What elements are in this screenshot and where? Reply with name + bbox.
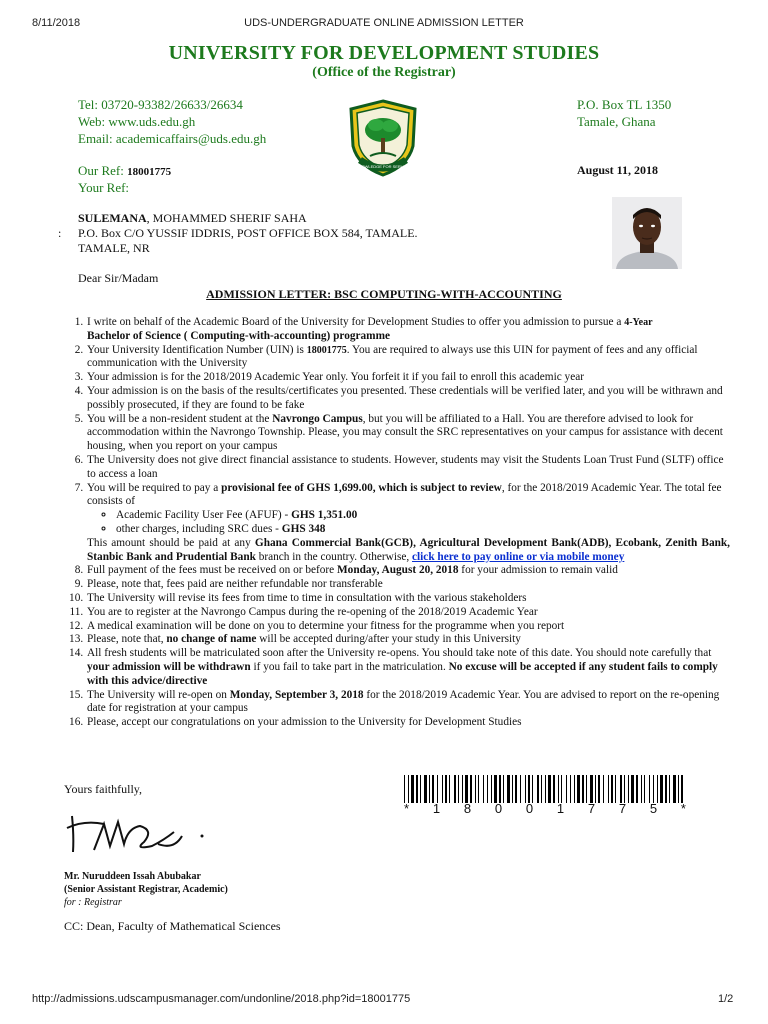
recipient-given: , MOHAMMED SHERIF SAHA xyxy=(146,211,307,225)
contact-block xyxy=(78,96,266,147)
letter-subject: ADMISSION LETTER: BSC COMPUTING-WITH-ACCOUNTING xyxy=(206,287,562,301)
signatory-block xyxy=(64,870,228,909)
list-item: 10. The University will revise its fees from time to time in consultation with the various stakeholders xyxy=(86,592,730,606)
signatory-name: Mr. Nuruddeen Issah Abubakar xyxy=(64,871,201,882)
barcode-bars xyxy=(404,775,686,803)
barcode-digit: 5 xyxy=(649,801,658,816)
university-crest xyxy=(346,98,420,178)
letter-date: August 11, 2018 xyxy=(577,163,659,177)
print-date: 8/11/2018 xyxy=(32,17,81,29)
recipient-address-1: P.O. Box C/O YUSSIF IDDRIS, POST OFFICE BOX 584, TAMALE. xyxy=(78,226,418,240)
email: Email: academicaffairs@uds.edu.gh xyxy=(78,131,267,146)
pobox: P.O. Box TL 1350 xyxy=(577,97,672,112)
closing: Yours faithfully, xyxy=(64,782,143,796)
list-item: 1. I write on behalf of the Academic Board of the University for Development Studies to offer you admission to pursue a 4-Year Bachelor of Science ( Computing-with-accounting) programme xyxy=(86,316,730,344)
web: Web: www.uds.edu.gh xyxy=(78,114,196,129)
student-photo xyxy=(612,197,682,269)
fee-item-afuf: ◦ Academic Facility User Fee (AFUF) - GHS 1,351.00 xyxy=(115,509,730,523)
list-item: 13. Please, note that, no change of name will be accepted during/after your study in this University xyxy=(86,633,730,647)
signatory-title: (Senior Assistant Registrar, Academic) xyxy=(64,884,228,895)
barcode-digit: 8 xyxy=(463,801,472,816)
list-item: 3. Your admission is for the 2018/2019 Academic Year only. You forfeit it if you fail to enroll this academic year xyxy=(86,371,730,385)
list-item: 6. The University does not give direct financial assistance to students. However, students may visit the Students Loan Trust Fund (SLTF) office to access a loan xyxy=(86,454,730,482)
list-item: 5. You will be a non-resident student at the Navrongo Campus, but you will be affiliated to a Hall. You are therefore advised to look for accommodation within the Navrongo Township. Please, you may consult the SRC representatives on your campus for assistance with decent housing, when you report on your campus xyxy=(86,413,730,454)
city: Tamale, Ghana xyxy=(577,114,656,129)
barcode-digit: * xyxy=(404,801,410,816)
our-ref xyxy=(78,163,171,179)
cc-line: CC: Dean, Faculty of Mathematical Sciences xyxy=(64,919,281,933)
list-item: 7. You will be required to pay a provisional fee of GHS 1,699.00, which is subject to review, for the 2018/2019 Academic Year. The total fee consists of ◦ Academic Facility User Fee (AFUF) - GHS 1,351.00 ◦ other charges, including SRC dues - GHS 348 This amount should be paid at any Ghana Commercial Bank(GCB), Agricultural Development Bank(ADB), Ecobank, Zenith Bank, Stanbic Bank and Prudential Bank branch in the country. Otherwise, click here to pay online or via mobile money xyxy=(86,482,730,565)
list-item: 11. You are to register at the Navrongo Campus during the re-opening of the 2018/2019 Academic Year xyxy=(86,606,730,620)
list-item: 16. Please, accept our congratulations on your admission to the University for Development Studies xyxy=(86,716,730,730)
address-colon: : xyxy=(58,226,62,240)
barcode-digit: 7 xyxy=(618,801,627,816)
fee-item-other: ◦ other charges, including SRC dues - GHS 348 xyxy=(115,523,730,537)
salutation: Dear Sir/Madam xyxy=(78,271,159,285)
barcode-digit: 0 xyxy=(494,801,503,816)
list-item: 15. The University will re-open on Monday, September 3, 2018 for the 2018/2019 Academic Year. You are advised to report on the re-opening date for registration at your campus xyxy=(86,689,730,717)
admission-terms xyxy=(72,316,730,730)
crest-motto: KNOWLEDGE FOR SERVICE xyxy=(355,164,411,169)
print-url: http://admissions.udscampusmanager.com/undonline/2018.php?id=18001775 xyxy=(32,993,411,1005)
recipient-name xyxy=(78,211,307,226)
barcode-digits xyxy=(404,801,686,816)
list-item: 9. Please, note that, fees paid are neither refundable nor transferable xyxy=(86,578,730,592)
recipient-surname: SULEMANA xyxy=(78,211,147,225)
barcode-digit: 0 xyxy=(525,801,534,816)
office-name: (Office of the Registrar) xyxy=(312,65,456,80)
list-item: 8. Full payment of the fees must be received on or before Monday, August 20, 2018 for your admission to remain valid xyxy=(86,564,730,578)
barcode-digit: * xyxy=(680,801,686,816)
our-ref-value: 18001775 xyxy=(127,166,172,178)
list-item: 4. Your admission is on the basis of the results/certificates you presented. These credentials will be verified later, and you will be withrawn and possibly prosecuted, if they are found to be fake xyxy=(86,385,730,413)
university-name: UNIVERSITY FOR DEVELOPMENT STUDIES xyxy=(168,42,600,64)
barcode-digit: 7 xyxy=(587,801,596,816)
barcode-digit: 1 xyxy=(432,801,441,816)
tel: Tel: 03720-93382/26633/26634 xyxy=(78,97,243,112)
list-item: 12. A medical examination will be done on you to determine your fitness for the programme when you report xyxy=(86,620,730,634)
print-title: UDS-UNDERGRADUATE ONLINE ADMISSION LETTER xyxy=(244,17,524,29)
print-page: 1/2 xyxy=(718,993,734,1005)
pay-online-link[interactable]: click here to pay online or via mobile money xyxy=(412,550,625,563)
fee-breakdown xyxy=(87,509,730,537)
our-ref-label: Our Ref: xyxy=(78,163,124,178)
list-item: 2. Your University Identification Number (UIN) is 18001775. You are required to always use this UIN for payment of fees and any official communication with the University xyxy=(86,344,730,372)
list-item: 14. All fresh students will be matriculated soon after the University re-opens. You should take note of this date. You should note carefully that your admission will be withdrawn if you fail to take part in the matriculation. No excuse will be accepted if any student fails to comply with this advice/directive xyxy=(86,647,730,688)
postal-block xyxy=(577,96,671,130)
signature xyxy=(64,806,214,856)
signatory-for: for : Registrar xyxy=(64,897,122,908)
barcode-digit: 1 xyxy=(556,801,565,816)
recipient-address-2: TAMALE, NR xyxy=(78,241,150,255)
your-ref-label: Your Ref: xyxy=(78,180,130,195)
